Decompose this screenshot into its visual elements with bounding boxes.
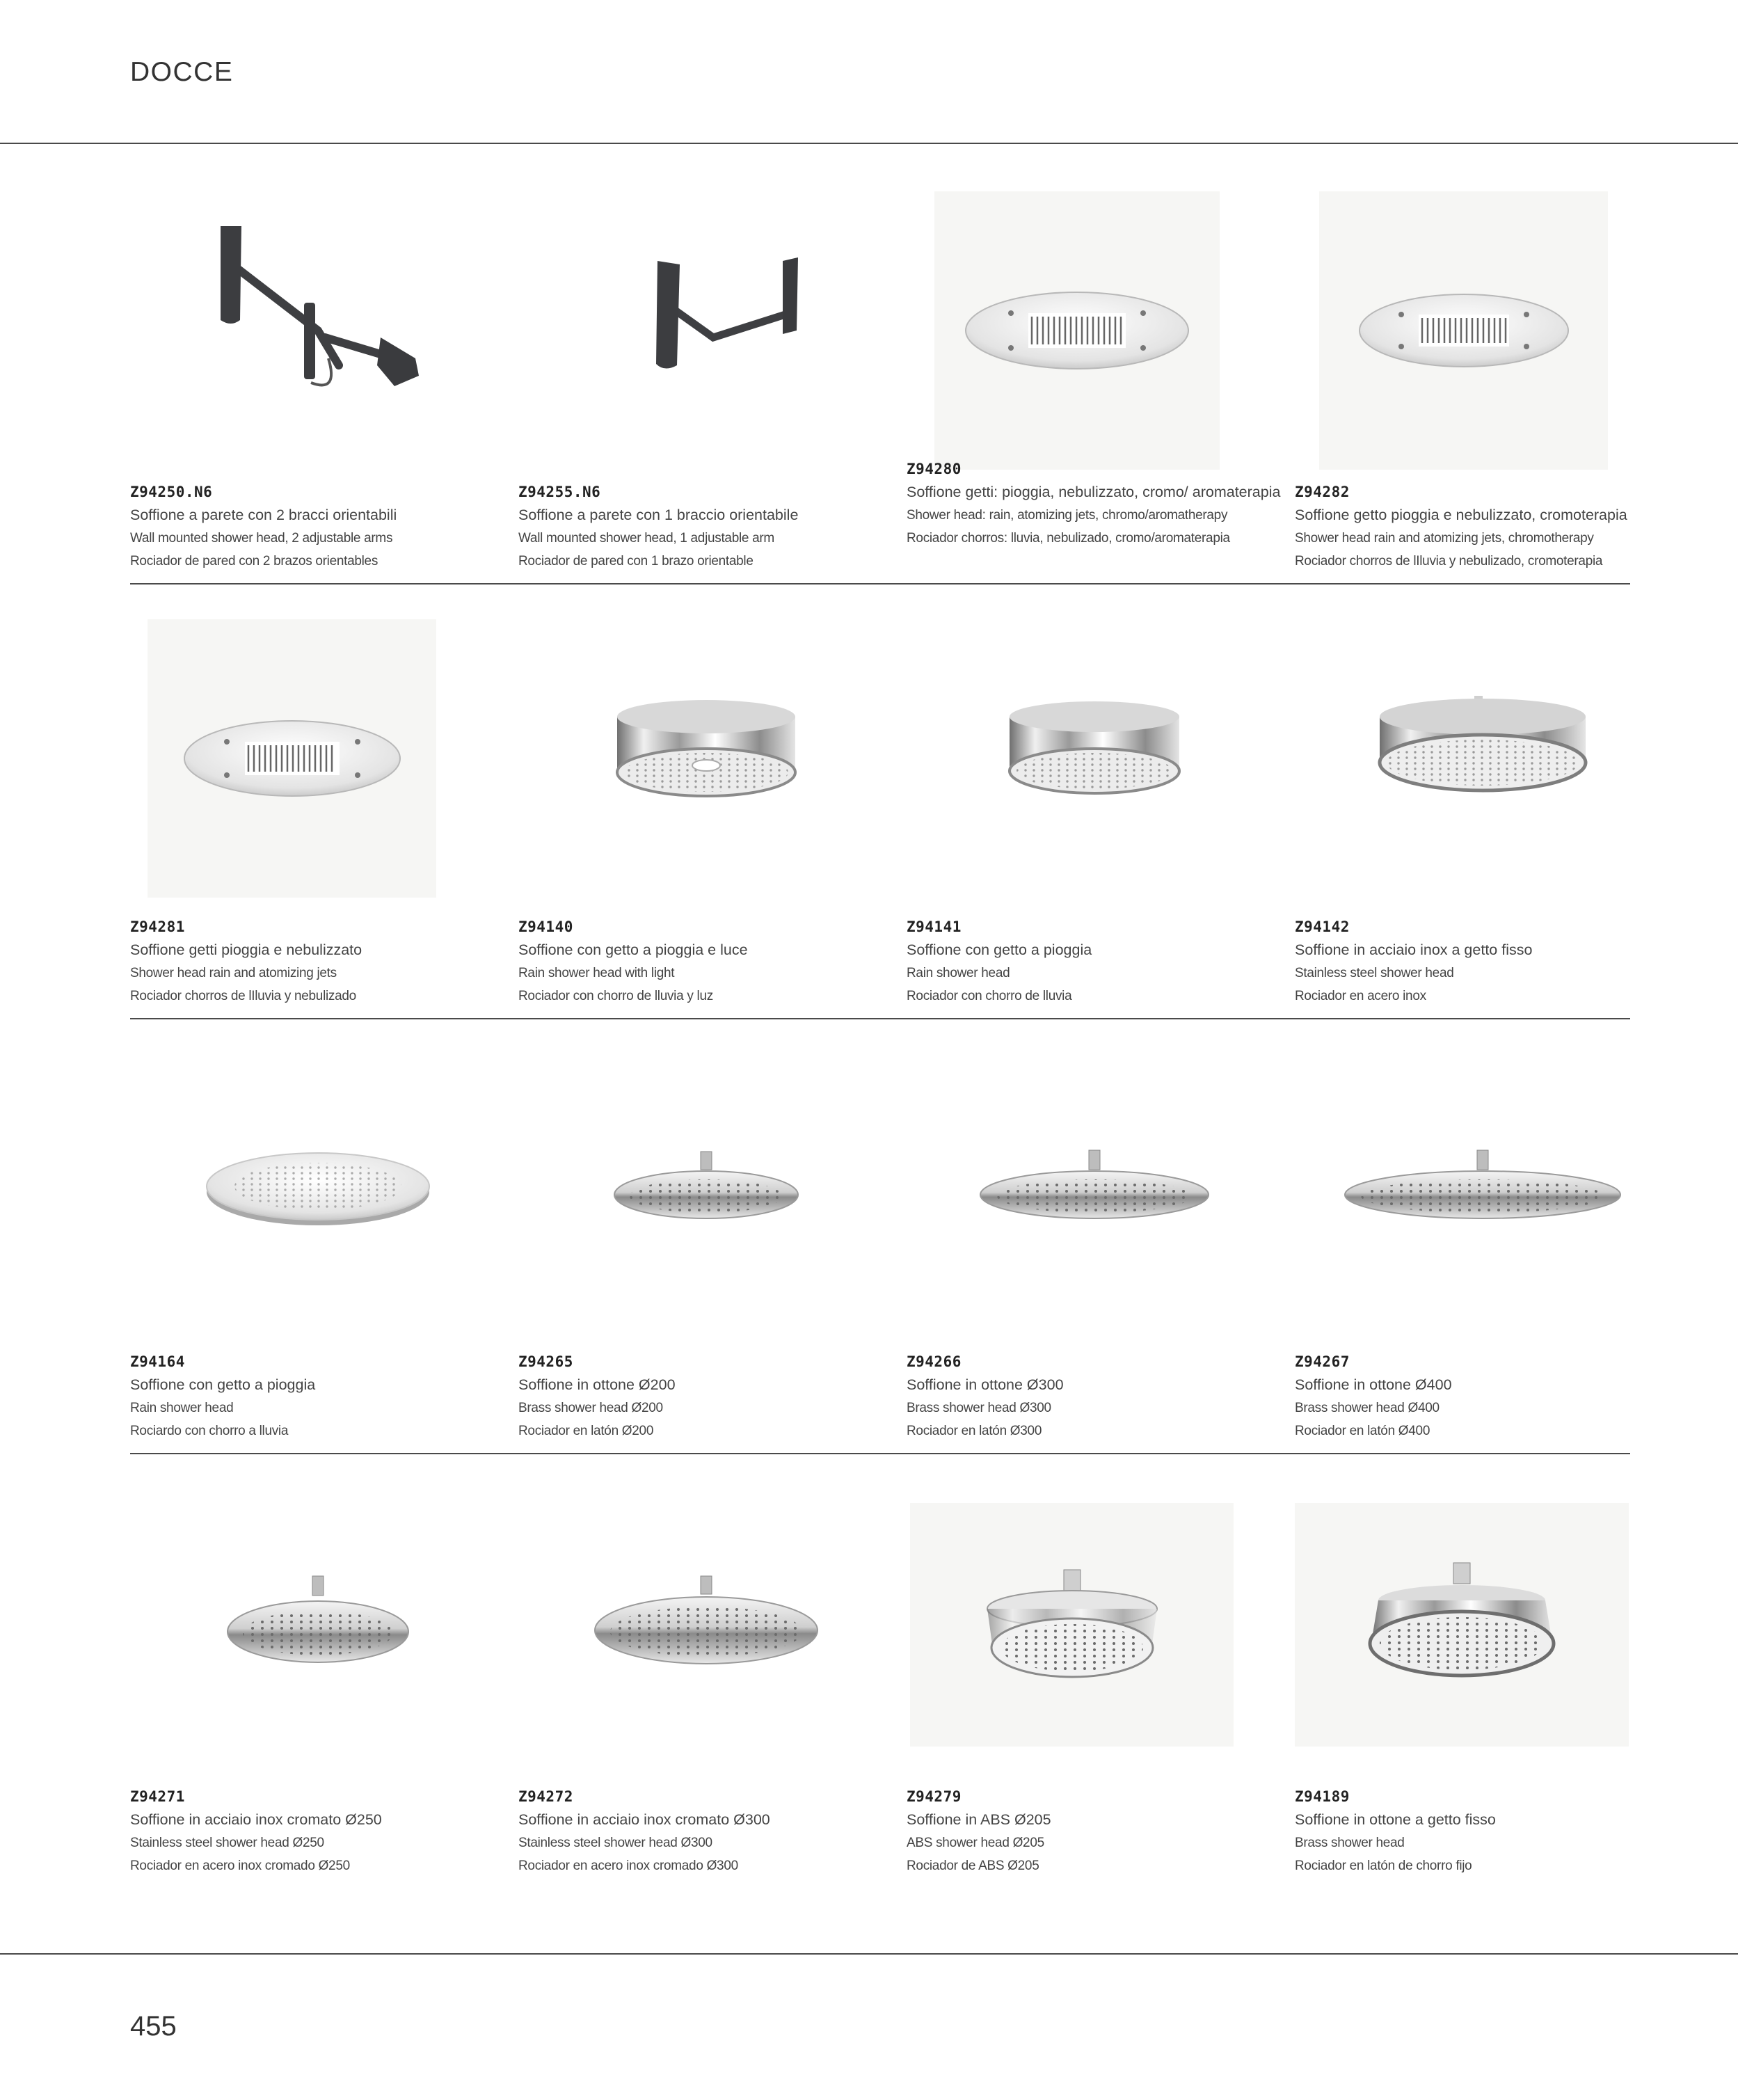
product-code: Z94141: [907, 918, 962, 935]
product-desc-it: Soffione a parete con 1 braccio orientabile: [518, 507, 799, 523]
product-desc-it: Soffione in ottone Ø400: [1295, 1376, 1452, 1393]
product-desc-en: Rain shower head: [907, 966, 1010, 980]
product-desc-es: Rociador con chorro de lluvia: [907, 989, 1072, 1003]
product-code: Z94265: [518, 1353, 573, 1370]
round-disc-medium-icon: [518, 1482, 894, 1760]
product-desc-it: Soffione in acciaio inox cromato Ø300: [518, 1811, 770, 1828]
product-desc-it: Soffione con getto a pioggia e luce: [518, 941, 748, 958]
page-number: 455: [130, 2011, 177, 2042]
product-desc-it: Soffione in acciaio inox cromato Ø250: [130, 1811, 382, 1828]
chrome-drum-wide-icon: [1295, 612, 1671, 891]
chrome-drum-icon: [907, 612, 1282, 891]
product-code: Z94142: [1295, 918, 1350, 935]
product-desc-es: Rociador en acero inox cromado Ø250: [130, 1859, 350, 1873]
product-code: Z94255.N6: [518, 484, 601, 500]
product-code: Z94280: [907, 461, 962, 477]
product-desc-es: Rociador de pared con 1 brazo orientable: [518, 554, 754, 568]
footer-divider: [0, 1953, 1738, 1955]
product-code: Z94281: [130, 918, 185, 935]
product-desc-es: Rociador en acero inox cromado Ø300: [518, 1859, 738, 1873]
flush-round-plate-icon: [130, 1047, 506, 1326]
section-title: DOCCE: [130, 57, 234, 87]
product-desc-en: Brass shower head Ø300: [907, 1401, 1051, 1415]
row-divider: [130, 1018, 1630, 1019]
header-divider: [0, 143, 1738, 144]
product-code: Z94164: [130, 1353, 185, 1370]
round-disc-small-icon: [518, 1047, 894, 1326]
domed-rim-head-icon: [1295, 1503, 1629, 1747]
product-desc-es: Rociador de pared con 2 brazos orientables: [130, 554, 378, 568]
product-desc-es: Rociardo con chorro a lluvia: [130, 1424, 289, 1438]
product-desc-en: Brass shower head Ø400: [1295, 1401, 1440, 1415]
product-code: Z94250.N6: [130, 484, 213, 500]
black-wall-arm-single-icon: [518, 177, 894, 456]
black-wall-arm-double-icon: [130, 177, 506, 456]
round-disc-small-icon: [130, 1482, 506, 1760]
product-desc-it: Soffione getti: pioggia, nebulizzato, cromo/ aromaterapia: [907, 484, 1281, 500]
product-desc-en: Shower head rain and atomizing jets: [130, 966, 337, 980]
product-desc-en: Stainless steel shower head Ø250: [130, 1836, 324, 1850]
product-desc-en: Rain shower head: [130, 1401, 234, 1415]
product-desc-it: Soffione getto pioggia e nebulizzato, cromoterapia: [1295, 507, 1627, 523]
product-code: Z94279: [907, 1788, 962, 1805]
product-code: Z94282: [1295, 484, 1350, 500]
product-desc-en: Stainless steel shower head Ø300: [518, 1836, 712, 1850]
product-code: Z94272: [518, 1788, 573, 1805]
product-desc-es: Rociador en latón de chorro fijo: [1295, 1859, 1472, 1873]
round-disc-medium-icon: [907, 1047, 1282, 1326]
product-desc-it: Soffione in acciaio inox a getto fisso: [1295, 941, 1533, 958]
product-desc-es: Rociador chorros de lIluvia y nebulizado, cromoterapia: [1295, 554, 1603, 568]
product-desc-en: Shower head rain and atomizing jets, chromotherapy: [1295, 531, 1594, 546]
product-desc-es: Rociador chorros: lluvia, nebulizado, cromo/aromaterapia: [907, 531, 1230, 546]
product-desc-es: Rociador con chorro de lluvia y luz: [518, 989, 713, 1003]
oval-ceiling-panel-icon: [934, 191, 1220, 470]
product-desc-en: Wall mounted shower head, 1 adjustable arm: [518, 531, 774, 546]
product-code: Z94189: [1295, 1788, 1350, 1805]
chrome-drum-light-icon: [518, 612, 894, 891]
product-desc-en: Wall mounted shower head, 2 adjustable arms: [130, 531, 393, 546]
product-desc-es: Rociador de ABS Ø205: [907, 1859, 1039, 1873]
product-desc-it: Soffione con getto a pioggia: [130, 1376, 316, 1393]
product-desc-it: Soffione in ABS Ø205: [907, 1811, 1051, 1828]
product-desc-es: Rociador en acero inox: [1295, 989, 1426, 1003]
oval-ceiling-panel-icon: [148, 619, 436, 898]
product-desc-it: Soffione con getto a pioggia: [907, 941, 1092, 958]
product-desc-en: Brass shower head Ø200: [518, 1401, 663, 1415]
round-disc-large-icon: [1295, 1047, 1671, 1326]
product-desc-es: Rociador chorros de lIluvia y nebulizado: [130, 989, 356, 1003]
product-desc-en: ABS shower head Ø205: [907, 1836, 1044, 1850]
domed-head-icon: [910, 1503, 1234, 1747]
product-desc-en: Shower head: rain, atomizing jets, chromo/aromatherapy: [907, 508, 1228, 523]
product-desc-es: Rociador en latón Ø200: [518, 1424, 654, 1438]
product-desc-en: Brass shower head: [1295, 1836, 1405, 1850]
product-code: Z94266: [907, 1353, 962, 1370]
product-desc-it: Soffione getti pioggia e nebulizzato: [130, 941, 362, 958]
product-code: Z94267: [1295, 1353, 1350, 1370]
product-desc-en: Stainless steel shower head: [1295, 966, 1454, 980]
product-code: Z94271: [130, 1788, 185, 1805]
product-desc-it: Soffione a parete con 2 bracci orientabili: [130, 507, 397, 523]
product-desc-es: Rociador en latón Ø400: [1295, 1424, 1430, 1438]
product-code: Z94140: [518, 918, 573, 935]
product-desc-es: Rociador en latón Ø300: [907, 1424, 1042, 1438]
row-divider: [130, 583, 1630, 584]
product-desc-it: Soffione in ottone Ø200: [518, 1376, 676, 1393]
row-divider: [130, 1453, 1630, 1454]
oval-ceiling-panel-icon: [1319, 191, 1608, 470]
product-desc-en: Rain shower head with light: [518, 966, 675, 980]
product-desc-it: Soffione in ottone Ø300: [907, 1376, 1064, 1393]
product-desc-it: Soffione in ottone a getto fisso: [1295, 1811, 1496, 1828]
